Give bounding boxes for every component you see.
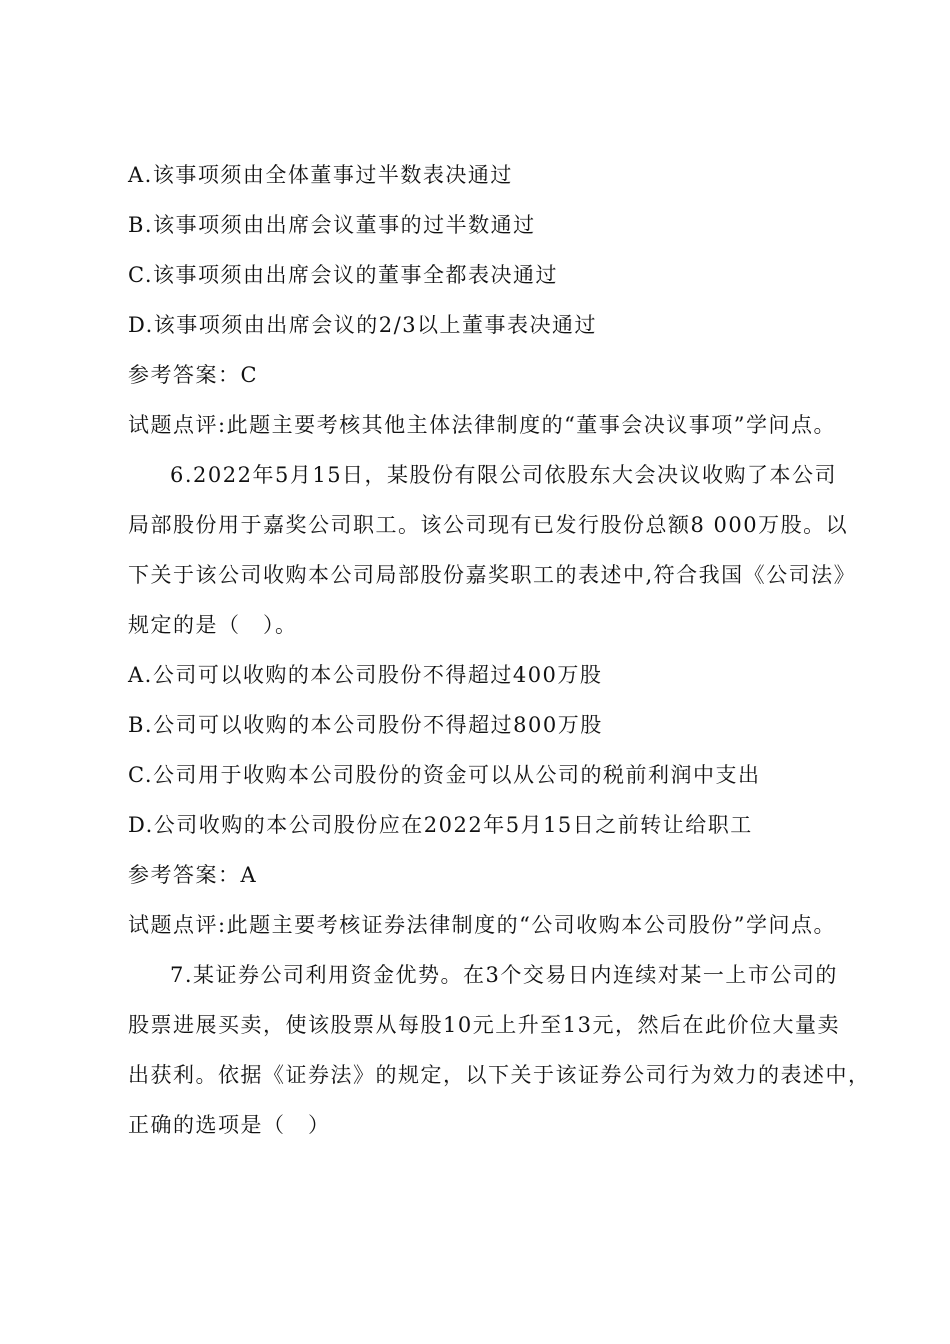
q5-option-d: D.该事项须由出席会议的2/3以上董事表决通过 [128,313,598,337]
q6-stem-line-2: 局部股份用于嘉奖公司职工。该公司现有已发行股份总额8 000万股。以 [128,513,849,537]
q7-stem-line-3: 出获利。依据《证券法》的规定，以下关于该证券公司行为效力的表述中， [128,1063,871,1087]
q5-answer: 参考答案：C [128,363,259,387]
document-page [128,150,871,1150]
q6-option-a: A.公司可以收购的本公司股份不得超过400万股 [128,663,603,687]
q6-stem-line-4: 规定的是（ ）。 [128,613,298,637]
q6-option-b: B.公司可以收购的本公司股份不得超过800万股 [128,713,603,737]
q6-stem-line-3: 下关于该公司收购本公司局部股份嘉奖职工的表述中,符合我国《公司法》 [128,563,857,587]
q5-option-b: B.该事项须由出席会议董事的过半数通过 [128,213,536,237]
q5-option-c: C.该事项须由出席会议的董事全都表决通过 [128,263,558,287]
q6-stem-line-1: 6.2022年5月15日，某股份有限公司依股东大会决议收购了本公司 [170,463,838,487]
q6-option-d: D.公司收购的本公司股份应在2022年5月15日之前转让给职工 [128,813,753,837]
q7-stem-line-2: 股票进展买卖，使该股票从每股10元上升至13元，然后在此价位大量卖 [128,1013,840,1037]
q7-stem-line-4: 正确的选项是（ ） [128,1113,331,1137]
q7-stem-line-1: 7.某证券公司利用资金优势。在3个交易日内连续对某一上市公司的 [170,963,838,987]
q6-option-c: C.公司用于收购本公司股份的资金可以从公司的税前利润中支出 [128,763,761,787]
q5-option-a: A.该事项须由全体董事过半数表决通过 [128,163,513,187]
q5-comment: 试题点评:此题主要考核其他主体法律制度的“董事会决议事项”学问点。 [128,413,837,437]
q6-answer: 参考答案：A [128,863,258,887]
q6-comment: 试题点评:此题主要考核证券法律制度的“公司收购本公司股份”学问点。 [128,913,837,937]
